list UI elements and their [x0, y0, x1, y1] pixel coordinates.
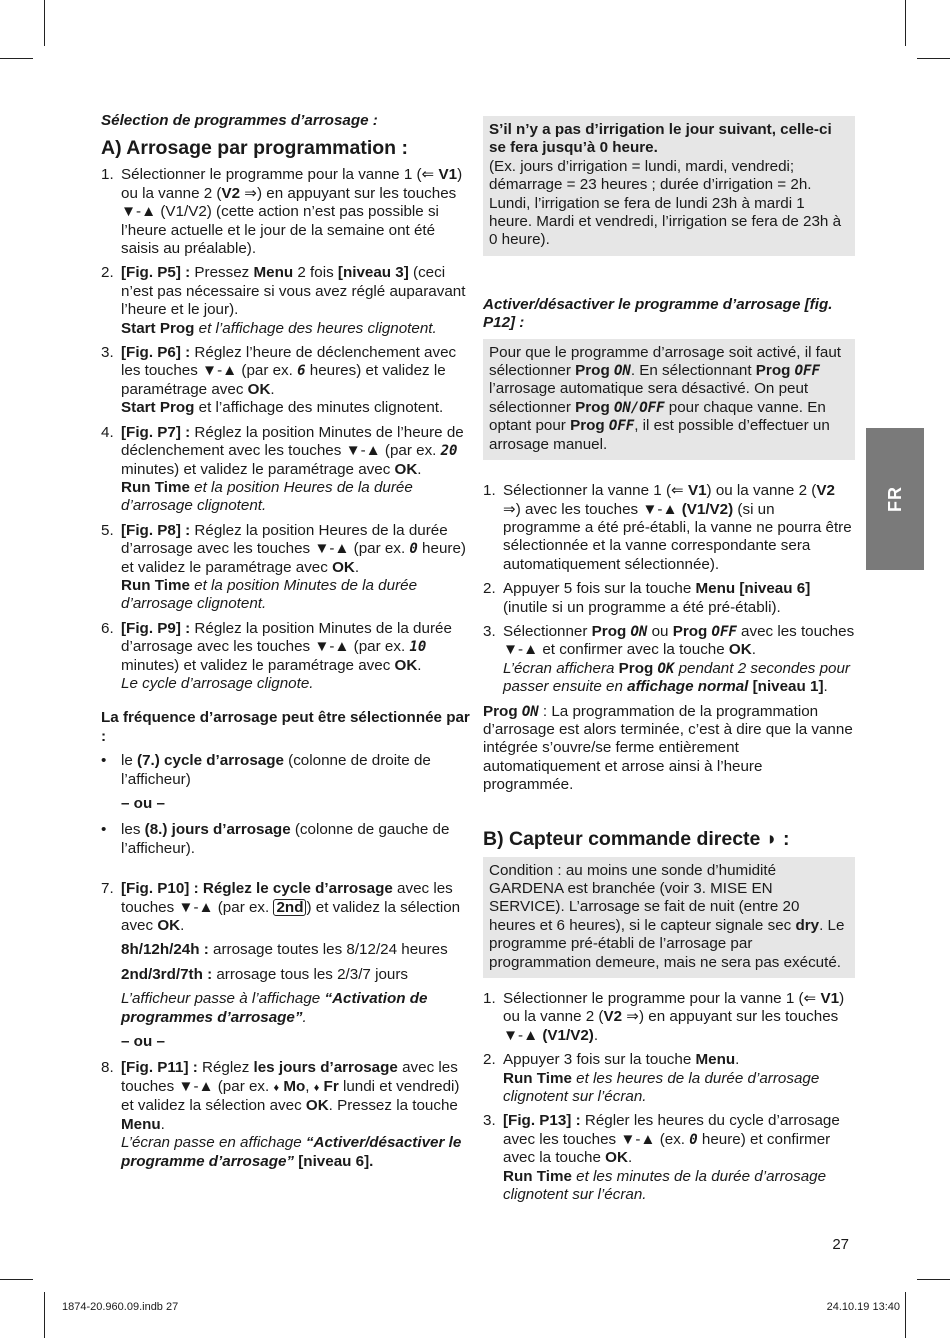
arrow-left-icon: ⇐ [803, 990, 817, 1008]
list-item: 4. [Fig. P7] : Réglez la position Minutes de l’heure de déclenchement avec les touches ▼-▲ (par ex. 20 minutes) et validez le paramétrage avec OK. Run Time et la position Heures de la durée d’arrosage clignotent. [101, 423, 464, 515]
list-item: 3. Sélectionner Prog ON ou Prog OFF avec les touches ▼-▲ et confirmer avec la touche OK. L’écran affichera Prog OK pendant 2 secondes pour passer ensuite en affichage normal [niveau 1]. [483, 622, 855, 696]
arrow-right-icon: ⇒ [622, 1008, 640, 1026]
page-number: 27 [832, 1236, 849, 1253]
display-2nd-key: 2nd [273, 899, 306, 916]
or-separator: – ou – [121, 1033, 165, 1051]
arrow-right-icon: ⇒ [503, 500, 516, 518]
crop-mark [917, 58, 950, 59]
crop-mark [0, 58, 33, 59]
lcd-text: OFF [608, 418, 635, 435]
list-item: 1. Sélectionner la vanne 1 (⇐ V1) ou la vanne 2 (V2 ⇒) avec les touches ▼-▲ (V1/V2) (si un programme a été pré-établi, la vanne ne pourra être sélectionnée et la vanne correspondante sera automatiquement sélectionnée). [483, 482, 852, 573]
list-item: 7. [Fig. P10] : Réglez le cycle d’arrosage avec les touches ▼-▲ (par ex. 2nd ) et validez la sélection avec OK. 8h/12h/24h : arrosage toutes les 8/12/24 heures 2nd/3rd/7th : arrosage tous les 2/3/7 jours L’afficheur passe à l’affichage “Activation de programmes d’arrosage”. [101, 880, 461, 1026]
language-tab: FR [866, 428, 924, 570]
list-item: 1. Sélectionner le programme pour la vanne 1 (⇐ V1) ou la vanne 2 (V2 ⇒) en appuyant sur les touches ▼-▲ (V1/V2) (cette action n’est pas possible si l’heure actuelle et le jour de la semaine ont été saisis au préalable). [101, 166, 463, 258]
lcd-text: ON [613, 363, 631, 380]
sensor-icon: ◗ [765, 827, 778, 850]
crop-mark [44, 1292, 45, 1338]
list-item: 5. [Fig. P8] : Réglez la position Heures de la durée d’arrosage avec les touches ▼-▲ (par ex. 0 heure) et validez le paramétrage avec OK. Run Time et la position Minutes de la durée d’arrosage clignotent. [101, 521, 466, 613]
section-subheading: Sélection de programmes d’arrosage : [101, 112, 378, 129]
note-box: S’il n’y a pas d’irrigation le jour suivant, celle-ci se fera jusqu’à 0 heure. (Ex. jours d’irrigation = lundi, mardi, vendredi; démarrage = 23 heures ; durée d’irrigation = 2h. Lundi, l’irrigation se fera de lundi 23h à mardi 1 heure. Mardi et vendredi, l’irrigation se fera de 23h à 0 heure). [483, 116, 855, 256]
paragraph: Prog ON : La programmation de la programmation d’arrosage est alors terminée, c’est à dire que la vanne intégrée s’ouvre/se ferme entièrement automatiquement et arrose ainsi à l’heure programmée. [483, 702, 853, 794]
list-item: • le (7.) cycle d’arrosage (colonne de droite de l’afficheur) [101, 752, 431, 788]
list-item: 1. Sélectionner le programme pour la vanne 1 (⇐ V1) ou la vanne 2 (V2 ⇒) en appuyant sur les touches ▼-▲ (V1/V2). [483, 990, 845, 1044]
lcd-text: OK [657, 660, 675, 677]
lcd-digit: 10 [409, 639, 427, 656]
lcd-text: ON [630, 623, 648, 640]
water-drop-icon: ♦ [273, 1081, 280, 1094]
list-item: 8. [Fig. P11] : Réglez les jours d’arrosage avec les touches ▼-▲ (par ex. ♦ Mo, ♦ Fr lundi et vendredi) et validez la sélection avec OK. Pressez la touche Menu. L’écran passe en affichage “Activer/désactiver le programme d’arrosage” [niveau 6]. [101, 1059, 462, 1170]
crop-mark [917, 1279, 950, 1280]
frequency-heading: La fréquence d’arrosage peut être sélectionnée par : [101, 709, 470, 745]
info-box: Pour que le programme d’arrosage soit activé, il faut sélectionner Prog ON. En sélectionnant Prog OFF l’arrosage automatique sera désactivé. On peut sélectionner Prog ON/OFF pour chaque vanne. En optant pour Prog OFF, il est possible d’effectuer un arrosage manuel. [483, 339, 855, 460]
lcd-text: OFF [711, 623, 737, 640]
heading-a: A) Arrosage par programmation : [101, 137, 408, 160]
lcd-text: ON/OFF [613, 399, 665, 416]
right-column [483, 116, 855, 1211]
list-item: 3. [Fig. P6] : Réglez l’heure de déclenchement avec les touches ▼-▲ (par ex. 6 heures) et validez le paramétrage avec OK. Start Prog et l’affichage des minutes clignotent. [101, 344, 457, 417]
lcd-text: OFF [794, 363, 820, 380]
list-item: 2. [Fig. P5] : Pressez Menu 2 fois [niveau 3] (ceci n’est pas nécessaire si vous avez réglé auparavant l’heure et le jour). Start Prog et l’affichage des heures clignotent. [101, 264, 466, 337]
lcd-digit: 0 [689, 1131, 698, 1148]
arrow-left-icon: ⇐ [421, 166, 435, 184]
or-separator: – ou – [121, 795, 165, 812]
lcd-digit: 6 [297, 363, 306, 380]
heading-b: B) Capteur commande directe ◗ : [483, 827, 790, 850]
list-item: 2. Appuyer 3 fois sur la touche Menu. Run Time et les heures de la durée d’arrosage clignotent sur l’écran. [483, 1051, 820, 1106]
crop-mark [905, 1292, 906, 1338]
arrow-right-icon: ⇒ [240, 184, 258, 202]
arrow-left-icon: ⇐ [671, 482, 684, 500]
water-drop-icon: ♦ [313, 1081, 320, 1094]
crop-mark [905, 0, 906, 46]
crop-mark [44, 0, 45, 46]
list-item: • les (8.) jours d’arrosage (colonne de gauche de l’afficheur). [101, 821, 450, 857]
info-box: Condition : au moins une sonde d’humidité GARDENA est branchée (voir 3. MISE EN SERVICE). L’arrosage se fait de nuit (entre 20 heures et 6 heures), si le capteur signale sec dry. Le programme pré-établi de l’arrosage par programmation demeure, mais ne sera pas exécuté. [483, 857, 855, 978]
lcd-digit: 20 [440, 443, 458, 460]
lcd-digit: 0 [409, 541, 418, 558]
footer-file-info: 1874-20.960.09.indb 27 [62, 1301, 179, 1313]
crop-mark [0, 1279, 33, 1280]
list-item: 6. [Fig. P9] : Réglez la position Minutes de la durée d’arrosage avec les touches ▼-▲ (par ex. 10 minutes) et validez le paramétrage avec OK. Le cycle d’arrosage clignote. [101, 619, 452, 692]
list-item: 3. [Fig. P13] : Régler les heures du cycle d’arrosage avec les touches ▼-▲ (ex. 0 heure) et confirmer avec la touche OK. Run Time et les minutes de la durée d’arrosage clignotent sur l’écran. [483, 1112, 840, 1204]
section-subheading: Activer/désactiver le programme d’arrosage [fig. P12] : [483, 295, 833, 332]
list-item: 2. Appuyer 5 fois sur la touche Menu [niveau 6] (inutile si un programme a été pré-établi). [483, 580, 811, 616]
footer-timestamp: 24.10.19 13:40 [826, 1301, 900, 1313]
left-column [101, 112, 473, 1177]
lcd-text: ON [521, 703, 539, 720]
